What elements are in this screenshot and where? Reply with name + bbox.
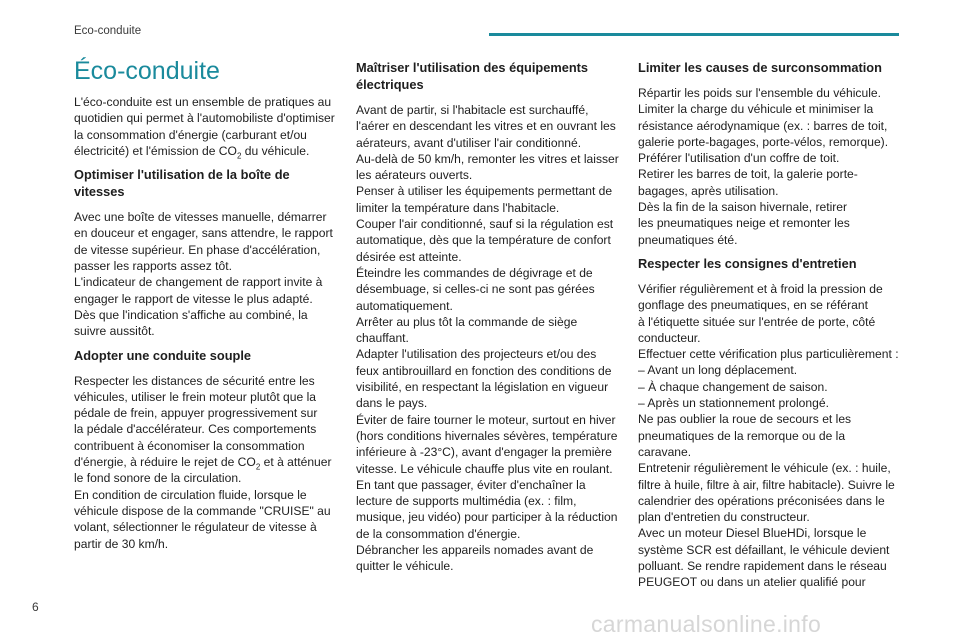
- text-line: bagages, après utilisation.: [638, 183, 779, 198]
- page-title: Éco-conduite: [74, 57, 220, 85]
- section-heading-maintenance: Respecter les consignes d'entretien: [638, 255, 857, 271]
- text-line: Répartir les poids sur l'ensemble du véhicule.: [638, 86, 881, 100]
- text-line: Penser à utiliser les équipements permettant de: [356, 184, 613, 199]
- text-line: conducteur.: [638, 330, 701, 345]
- text-line: – Après un stationnement prolongé.: [638, 396, 829, 411]
- text-line: visibilité, en respectant la législation en vigueur: [356, 380, 609, 395]
- page-number: 6: [32, 600, 39, 614]
- text-line: Au-delà de 50 km/h, remonter les vitres et laisser: [356, 151, 619, 166]
- text-line: dans le pays.: [356, 396, 428, 411]
- text-line: Effectuer cette vérification plus particulièrement :: [638, 347, 899, 362]
- text-line: les aérateurs ouverts.: [356, 168, 473, 183]
- column-1: [74, 56, 342, 559]
- text-line: L'éco-conduite est un ensemble de pratiques au: [74, 95, 332, 109]
- text-line: Couper l'air conditionné, sauf si la régulation est: [356, 217, 614, 232]
- text-line: galerie porte-bagages, porte-vélos, remorque).: [638, 134, 889, 149]
- text-line: Adapter l'utilisation des projecteurs et/ou des: [356, 347, 597, 362]
- text-line: quotidien qui permet à l'automobiliste d'optimiser: [74, 111, 335, 126]
- text-line: filtre à huile, filtre à air, filtre habitacle). Suivre le: [638, 477, 895, 492]
- text-line: de la consommation d'énergie.: [356, 526, 521, 541]
- text-line: pneumatiques été.: [638, 232, 738, 247]
- text-line: gonflage des pneumatiques, en se référant: [638, 298, 868, 313]
- text-line: système SCR est défaillant, le véhicule devient: [638, 542, 890, 557]
- text-line: plan d'entretien du constructeur.: [638, 510, 810, 525]
- smooth-driving-paragraph: Respecter les distances de sécurité entre les véhicules, utiliser le frein moteur plutôt que la pédale de frein, appuyer progressivement sur la pédale d'accélérateur. Ces comportements contribuent à économiser la consommation d'énergie, à réduire le rejet de $CO_2$ et à atténuer le fond sonore de la circulation. En condition de circulation fluide, lorsque le véhicule dispose de la commande "CRUISE" au volant, sélectionner le régulateur de vitesse à partir de 30 km/h.: [74, 373, 332, 551]
- section-heading-gearbox: Optimiser l'utilisation de la boîte de vitesses: [74, 167, 290, 200]
- text-line: inférieure à -23°C), avant d'engager la première: [356, 445, 612, 460]
- overconsumption-paragraph: [638, 85, 908, 248]
- electrical-paragraph: [356, 102, 624, 575]
- text-line: En tant que passager, éviter d'enchaîner la: [356, 477, 586, 492]
- text-line: l'aérer en descendant les vitres et en ouvrant les: [356, 119, 616, 134]
- text-line: musique, jeu vidéo) pour participer à la réduction: [356, 510, 618, 525]
- text-line: désirée est atteinte.: [356, 249, 462, 264]
- text-line: (hors conditions hivernales sévères, température: [356, 428, 618, 443]
- text-line: électricité) et l'émission de $CO_2$ du véhicule.: [74, 143, 310, 161]
- column-3: [638, 59, 908, 598]
- text-line: Éviter de faire tourner le moteur, surtout en hiver: [356, 412, 616, 427]
- text-line: pneumatiques de la remorque ou de la: [638, 428, 846, 443]
- text-line: Retirer les barres de toit, la galerie porte-: [638, 167, 858, 182]
- text-line: calendrier des opérations préconisées dans le: [638, 493, 885, 508]
- text-line: à l'étiquette située sur l'entrée de porte, côté: [638, 314, 876, 329]
- text-line: caravane.: [638, 444, 692, 459]
- text-line: vitesse. Le véhicule chauffe plus vite en roulant.: [356, 461, 613, 476]
- section-heading-smooth-driving: Adopter une conduite souple: [74, 347, 252, 363]
- text-line: polluant. Se rendre rapidement dans le réseau: [638, 559, 887, 574]
- text-line: – Avant un long déplacement.: [638, 363, 798, 378]
- section-header-label: Eco-conduite: [74, 25, 142, 37]
- text-line: quitter le véhicule.: [356, 559, 454, 574]
- gearbox-paragraph: Avec une boîte de vitesses manuelle, démarrer en douceur et engager, sans attendre, le rapport de vitesse supérieur. En phase d'accélération, passer les rapports assez tôt. L'indicateur de changement de rapport invite à engager le rapport de vitesse le plus adapté. Dès que l'indication s'affiche au combiné, la suivre aussitôt.: [74, 210, 333, 339]
- text-line: limiter la température dans l'habitacle.: [356, 200, 560, 215]
- text-line: automatiquement.: [356, 298, 453, 313]
- text-line: les pneumatiques neige et remonter les: [638, 216, 850, 231]
- text-line: feux antibrouillard en fonction des conditions de: [356, 363, 612, 378]
- text-line: Préférer l'utilisation d'un coffre de toit.: [638, 151, 840, 166]
- text-line: Débrancher les appareils nomades avant de: [356, 543, 594, 558]
- text-line: Vérifier régulièrement et à froid la pression de: [638, 281, 883, 296]
- text-line: automatique, dès que la température de confort: [356, 233, 611, 248]
- text-line: aérateurs, avant d'utiliser l'air conditionné.: [356, 135, 582, 150]
- text-line: Arrêter au plus tôt la commande de siège: [356, 314, 578, 329]
- column-2: [356, 59, 624, 582]
- text-line: désembuage, si celles-ci ne sont pas gérées: [356, 282, 595, 297]
- section-heading-overconsumption: Limiter les causes de surconsommation: [638, 60, 882, 75]
- intro-paragraph: [74, 94, 342, 159]
- text-line: PEUGEOT ou dans un atelier qualifié pour: [638, 575, 866, 590]
- text-line: Avec un moteur Diesel BlueHDi, lorsque le: [638, 526, 867, 541]
- text-line: résistance aérodynamique (ex. : barres de toit,: [638, 118, 888, 133]
- text-line: chauffant.: [356, 331, 409, 346]
- text-line: Avant de partir, si l'habitacle est surchauffé,: [356, 103, 589, 117]
- text-line: Entretenir régulièrement le véhicule (ex. : huile,: [638, 461, 891, 476]
- section-heading-electrical: Maîtriser l'utilisation des équipements électriques: [356, 60, 589, 92]
- text-line: Ne pas oublier la roue de secours et les: [638, 412, 852, 427]
- text-line: Éteindre les commandes de dégivrage et de: [356, 265, 593, 280]
- text-line: la consommation d'énergie (carburant et/ou: [74, 127, 307, 142]
- text-line: – À chaque changement de saison.: [638, 379, 828, 394]
- text-line: Dès la fin de la saison hivernale, retirer: [638, 200, 848, 215]
- maintenance-paragraph: [638, 281, 908, 591]
- text-line: lecture de supports multimédia (ex. : film,: [356, 494, 577, 509]
- header-accent-bar: [489, 33, 899, 36]
- watermark: carmanualsonline.info: [591, 611, 822, 637]
- text-line: Limiter la charge du véhicule et minimiser la: [638, 102, 874, 117]
